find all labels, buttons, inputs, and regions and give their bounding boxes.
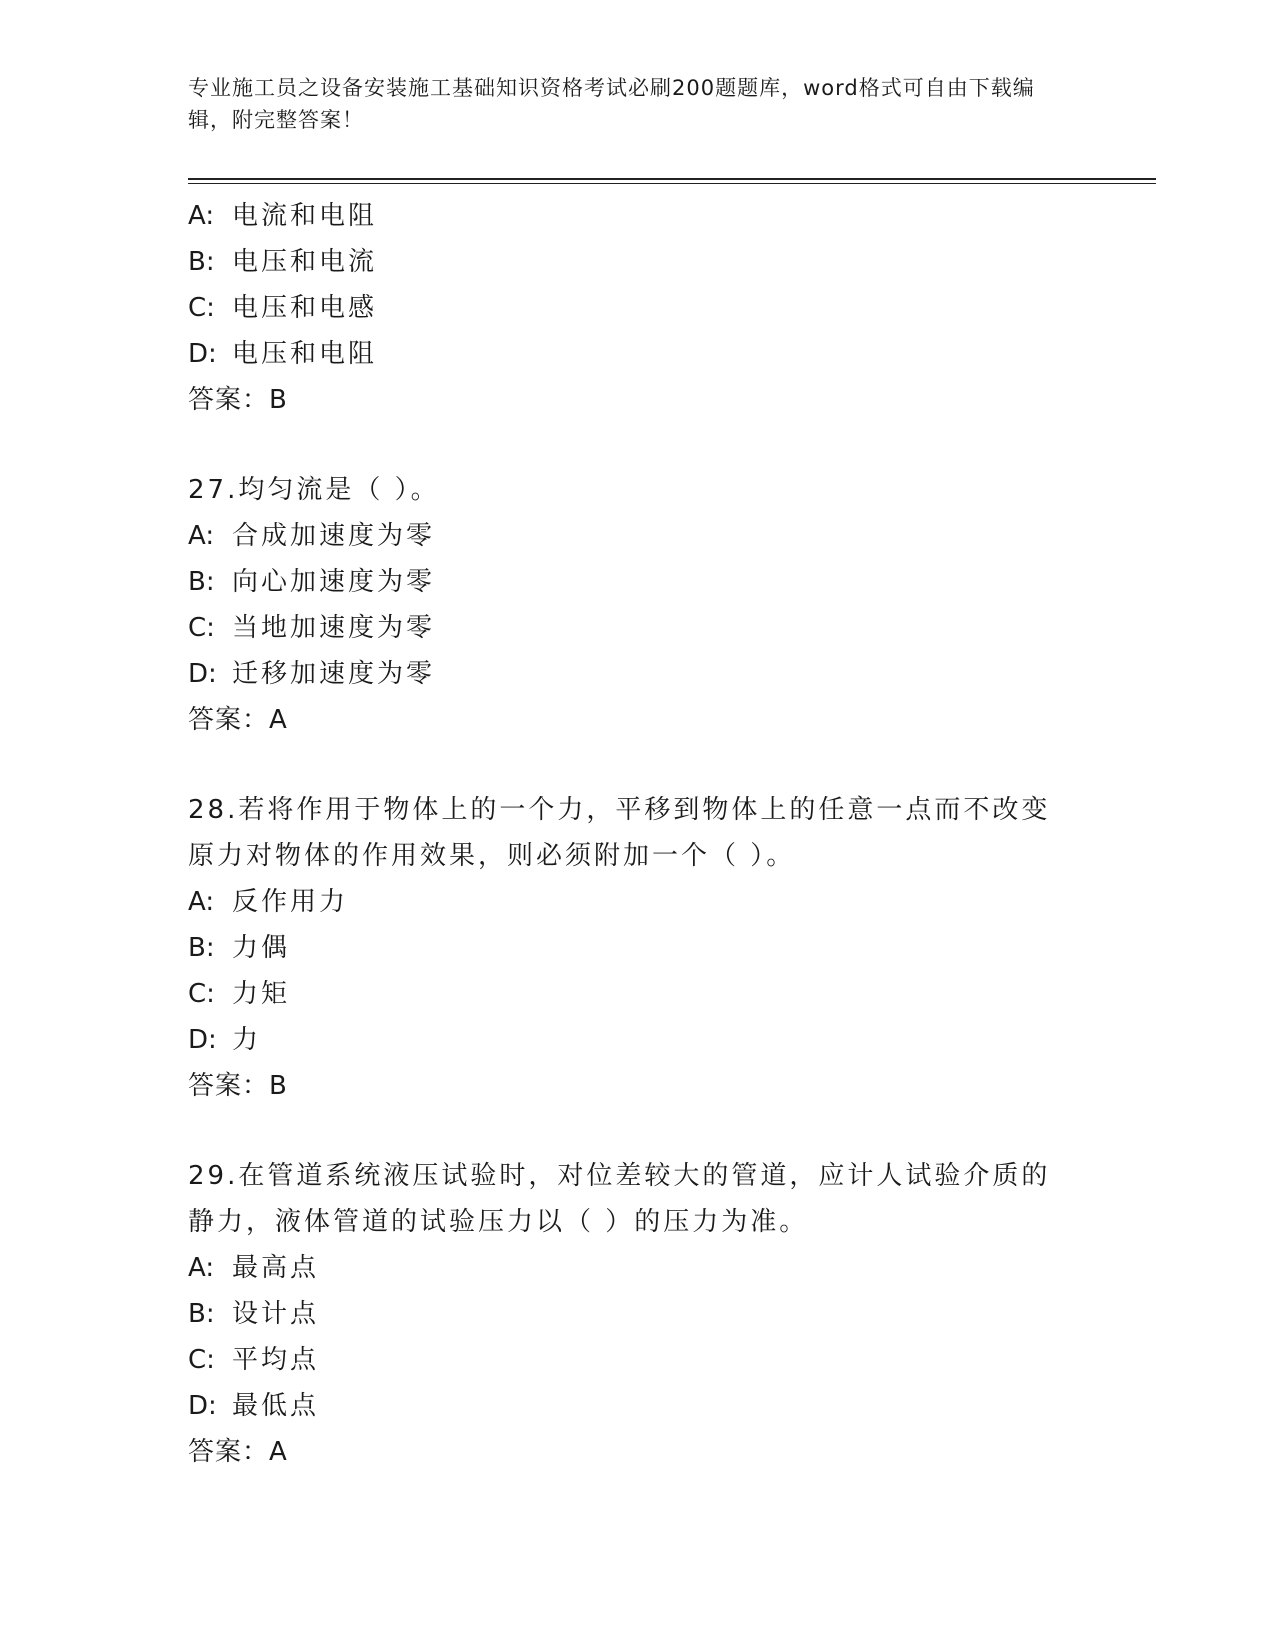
answer-label: 答案：A <box>188 1437 288 1467</box>
option-d: D: 迁移加速度为零 <box>188 659 436 689</box>
option-b: B: 力偶 <box>188 933 291 963</box>
option-a: A: 合成加速度为零 <box>188 521 436 551</box>
header-divider-thick <box>188 178 1156 180</box>
option-b: B: 向心加速度为零 <box>188 567 436 597</box>
question-list <box>188 193 1088 1475</box>
question-29 <box>188 1153 1088 1475</box>
option-d: D: 电压和电阻 <box>188 339 378 369</box>
option-a: A: 反作用力 <box>188 887 349 917</box>
question-text: 28.若将作用于物体上的一个力，平移到物体上的任意一点而不改变原力对物体的作用效果，则必须附加一个（ ）。 <box>188 795 1051 871</box>
answer-label: 答案：B <box>188 1071 288 1101</box>
option-b: B: 设计点 <box>188 1299 320 1329</box>
option-c: C: 平均点 <box>188 1345 320 1375</box>
option-a: A: 电流和电阻 <box>188 201 378 231</box>
option-b: B: 电压和电流 <box>188 247 378 277</box>
option-c: C: 电压和电感 <box>188 293 378 323</box>
option-c: C: 力矩 <box>188 979 291 1009</box>
option-a: A: 最高点 <box>188 1253 320 1283</box>
answer-label: 答案：A <box>188 705 288 735</box>
header-divider-thin <box>188 183 1156 184</box>
document-header: 专业施工员之设备安装施工基础知识资格考试必刷200题题库，word格式可自由下载编辑，附完整答案！ <box>188 76 1035 132</box>
question-26-continued <box>188 193 1088 423</box>
option-c: C: 当地加速度为零 <box>188 613 436 643</box>
question-text: 29.在管道系统液压试验时，对位差较大的管道，应计人试验介质的静力，液体管道的试验压力以（ ）的压力为准。 <box>188 1161 1051 1237</box>
question-27 <box>188 467 1088 743</box>
option-d: D: 力 <box>188 1025 262 1055</box>
question-text: 27.均匀流是（ ）。 <box>188 475 440 505</box>
option-d: D: 最低点 <box>188 1391 320 1421</box>
answer-label: 答案：B <box>188 385 288 415</box>
question-28 <box>188 787 1088 1109</box>
